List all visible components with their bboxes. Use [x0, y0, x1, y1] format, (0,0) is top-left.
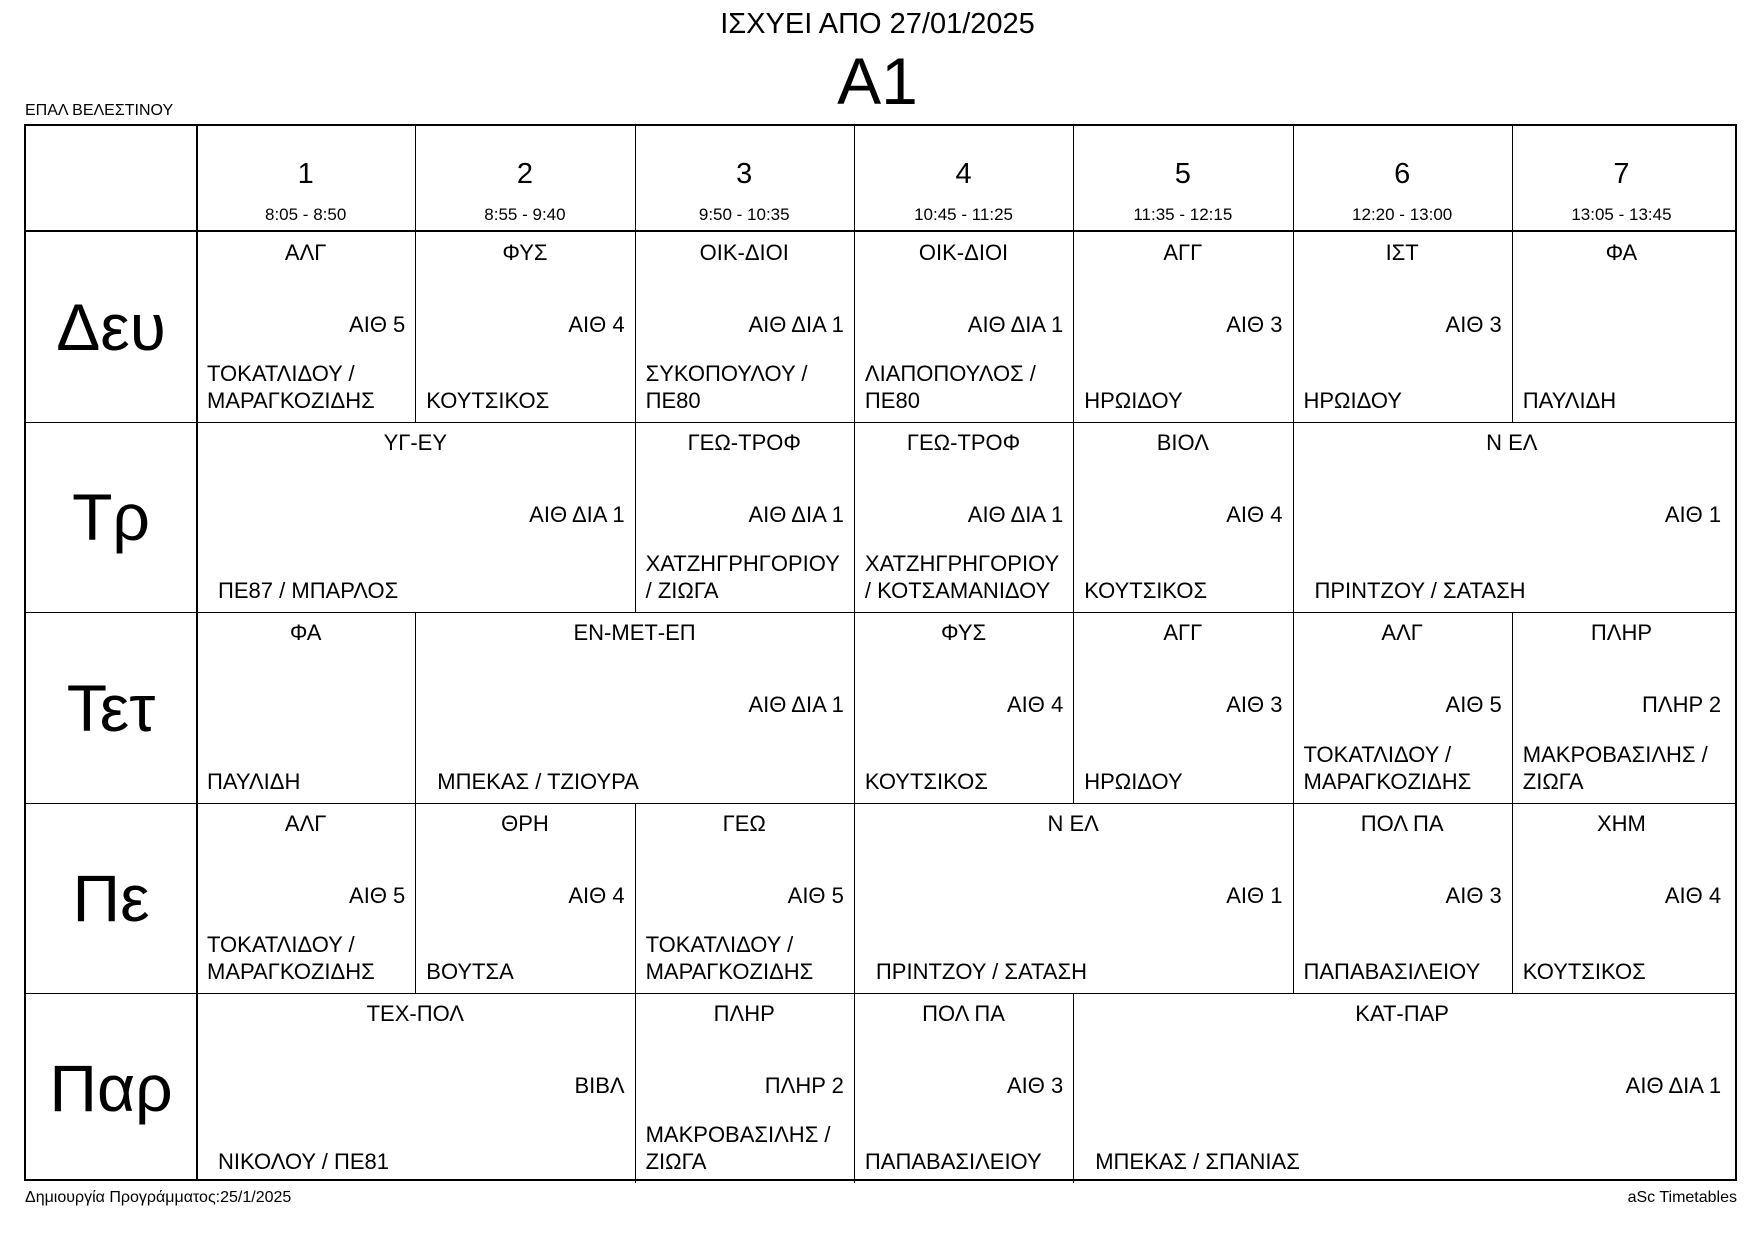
- lesson-teacher: ΚΟΥΤΣΙΚΟΣ: [426, 388, 550, 414]
- class-name-title: Α1: [837, 44, 918, 118]
- day-label: Τρ: [72, 480, 150, 555]
- lesson-subject: ΚΑΤ-ΠΑΡ: [1355, 1000, 1449, 1026]
- lesson-teacher: ΤΟΚΑΤΛΙΔΟΥ / ΜΑΡΑΓΚΟΖΙΔΗΣ: [207, 361, 375, 414]
- lesson-subject: ΟΙΚ-ΔΙΟΙ: [918, 240, 1009, 265]
- lesson-cell[interactable]: [854, 803, 1293, 993]
- period-number: 5: [1174, 158, 1191, 190]
- lesson-room: ΑΙΘ 3: [1445, 882, 1502, 908]
- lesson-teacher: ΠΑΥΛΙΔΗ: [207, 768, 301, 794]
- period-divider: [1073, 126, 1074, 230]
- period-header: [635, 126, 854, 230]
- lesson-room: ΑΙΘ 5: [349, 882, 406, 908]
- lesson-room: ΑΙΘ ΔΙΑ 1: [1625, 1072, 1722, 1098]
- period-header: [854, 126, 1073, 230]
- lesson-teacher: ΜΑΚΡΟΒΑΣΙΛΗΣ / ΖΙΩΓΑ: [645, 1121, 831, 1174]
- lesson-subject: ΑΓΓ: [1163, 240, 1203, 265]
- lesson-cell[interactable]: [1293, 612, 1512, 802]
- period-divider: [635, 126, 636, 230]
- lesson-cell[interactable]: [1512, 803, 1731, 993]
- lesson-subject: ΒΙΟΛ: [1156, 430, 1209, 456]
- lesson-cell[interactable]: [1073, 612, 1292, 802]
- lesson-room: ΑΙΘ 5: [349, 312, 406, 337]
- period-header: [1293, 126, 1512, 230]
- lesson-teacher: ΣΥΚΟΠΟΥΛΟΥ / ΠΕ80: [645, 361, 808, 414]
- lesson-subject: Ν ΕΛ: [1486, 430, 1538, 456]
- lesson-room: ΑΙΘ ΔΙΑ 1: [748, 692, 844, 718]
- lesson-subject: ΧΗΜ: [1597, 810, 1646, 836]
- lesson-teacher: ΚΟΥΤΣΙΚΟΣ: [1084, 578, 1208, 604]
- lesson-teacher: ΠΡΙΝΤΖΟΥ / ΣΑΤΑΣΗ: [1314, 578, 1526, 604]
- period-number: 3: [736, 158, 753, 190]
- lesson-room: ΑΙΘ 1: [1664, 502, 1722, 528]
- lesson-teacher: ΠΑΥΛΙΔΗ: [1522, 388, 1617, 414]
- lesson-subject: ΠΛΗΡ: [1590, 620, 1653, 646]
- lesson-subject: ΦΑ: [289, 620, 322, 646]
- lesson-cell[interactable]: [196, 422, 635, 612]
- lesson-teacher: ΠΑΠΑΒΑΣΙΛΕΙΟΥ: [1303, 958, 1481, 984]
- lesson-cell[interactable]: [196, 612, 415, 802]
- lesson-teacher: ΝΙΚΟΛΟΥ / ΠΕ81: [218, 1148, 389, 1174]
- day-label: Παρ: [49, 1050, 173, 1125]
- day-label: Δευ: [56, 290, 166, 365]
- lesson-subject: ΑΛΓ: [284, 240, 327, 265]
- lesson-cell[interactable]: [1293, 232, 1512, 422]
- lesson-room: ΑΙΘ 4: [568, 312, 625, 337]
- period-time: 9:50 - 10:35: [698, 205, 790, 224]
- lesson-subject: ΓΕΩ: [722, 810, 766, 836]
- lesson-subject: ΦΑ: [1605, 240, 1638, 265]
- lesson-subject: ΙΣΤ: [1385, 240, 1419, 265]
- lesson-teacher: ΛΙΑΠΟΠΟΥΛΟΣ / ΠΕ80: [864, 361, 1036, 414]
- lesson-subject: ΤΕΧ-ΠΟΛ: [366, 1000, 464, 1026]
- lesson-subject: ΠΛΗΡ: [713, 1000, 775, 1026]
- lesson-teacher: ΜΠΕΚΑΣ / ΤΖΙΟΥΡΑ: [437, 768, 639, 794]
- period-divider: [1293, 126, 1294, 230]
- lesson-cell[interactable]: [196, 232, 415, 422]
- lesson-room: ΑΙΘ 4: [1664, 882, 1722, 908]
- lesson-cell[interactable]: [1512, 612, 1731, 802]
- lesson-cell[interactable]: [196, 993, 635, 1183]
- lesson-cell[interactable]: [196, 803, 415, 993]
- lesson-teacher: ΤΟΚΑΤΛΙΔΟΥ / ΜΑΡΑΓΚΟΖΙΔΗΣ: [207, 931, 375, 984]
- period-time: 13:05 - 13:45: [1571, 205, 1672, 224]
- lesson-subject: ΟΙΚ-ΔΙΟΙ: [699, 240, 789, 265]
- period-header: [1512, 126, 1731, 230]
- period-divider: [854, 126, 855, 230]
- period-header: [1073, 126, 1292, 230]
- lesson-room: ΑΙΘ 3: [1445, 312, 1502, 337]
- lesson-room: ΒΙΒΛ: [574, 1072, 625, 1098]
- lesson-cell[interactable]: [1512, 232, 1731, 422]
- lesson-cell[interactable]: [1073, 232, 1292, 422]
- lesson-cell[interactable]: [1293, 422, 1732, 612]
- period-divider: [415, 126, 416, 230]
- day-label: Πε: [72, 860, 150, 935]
- lesson-room: ΑΙΘ ΔΙΑ 1: [748, 312, 844, 337]
- lesson-room: ΑΙΘ 4: [568, 882, 625, 908]
- lesson-teacher: ΜΑΚΡΟΒΑΣΙΛΗΣ / ΖΙΩΓΑ: [1522, 741, 1708, 794]
- lesson-room: ΑΙΘ ΔΙΑ 1: [748, 502, 844, 528]
- period-number: 7: [1613, 158, 1630, 190]
- day-label: Τετ: [66, 670, 156, 745]
- lesson-teacher: ΤΟΚΑΤΛΙΔΟΥ / ΜΑΡΑΓΚΟΖΙΔΗΣ: [645, 931, 814, 984]
- lesson-room: ΑΙΘ ΔΙΑ 1: [967, 502, 1064, 528]
- period-number: 6: [1394, 158, 1411, 190]
- lesson-subject: ΕΝ-ΜΕΤ-ΕΠ: [573, 620, 696, 646]
- period-number: 2: [516, 158, 534, 190]
- lesson-teacher: ΜΠΕΚΑΣ / ΣΠΑΝΙΑΣ: [1095, 1148, 1300, 1174]
- lesson-subject: ΠΟΛ ΠΑ: [1360, 810, 1444, 836]
- lesson-teacher: ΗΡΩΙΔΟΥ: [1303, 388, 1402, 414]
- period-time: 8:55 - 9:40: [484, 205, 566, 224]
- brand-credit: aSc Timetables: [1627, 1189, 1737, 1206]
- created-date: Δημιουργία Προγράμματος:25/1/2025: [25, 1189, 292, 1206]
- lesson-subject: ΠΟΛ ΠΑ: [922, 1000, 1005, 1026]
- lesson-subject: ΦΥΣ: [940, 620, 987, 646]
- lesson-cell[interactable]: [1073, 993, 1731, 1183]
- period-time: 12:20 - 13:00: [1352, 205, 1453, 224]
- lesson-cell[interactable]: [1073, 422, 1292, 612]
- lesson-room: ΑΙΘ ΔΙΑ 1: [967, 312, 1064, 337]
- lesson-cell[interactable]: [415, 232, 634, 422]
- lesson-cell[interactable]: [415, 803, 634, 993]
- period-number: 4: [955, 158, 972, 190]
- lesson-subject: ΑΛΓ: [1381, 620, 1423, 646]
- lesson-teacher: ΠΡΙΝΤΖΟΥ / ΣΑΤΑΣΗ: [875, 958, 1087, 984]
- lesson-subject: ΑΓΓ: [1163, 620, 1203, 646]
- lesson-cell[interactable]: [635, 232, 854, 422]
- lesson-cell[interactable]: [635, 993, 854, 1183]
- valid-from-title: ΙΣΧΥΕΙ ΑΠΟ 27/01/2025: [720, 8, 1035, 40]
- lesson-cell[interactable]: [854, 232, 1073, 422]
- period-time: 8:05 - 8:50: [265, 205, 347, 224]
- lesson-cell[interactable]: [1293, 803, 1512, 993]
- lesson-teacher: ΗΡΩΙΔΟΥ: [1084, 388, 1183, 414]
- lesson-teacher: ΧΑΤΖΗΓΡΗΓΟΡΙΟΥ / ΚΟΤΣΑΜΑΝΙΔΟΥ: [864, 551, 1059, 604]
- period-time: 11:35 - 12:15: [1133, 205, 1233, 224]
- lesson-subject: Ν ΕΛ: [1047, 810, 1099, 836]
- lesson-cell[interactable]: [854, 422, 1073, 612]
- lesson-teacher: ΚΟΥΤΣΙΚΟΣ: [864, 768, 988, 794]
- lesson-teacher: ΠΕ87 / ΜΠΑΡΛΟΣ: [218, 578, 399, 604]
- lesson-teacher: ΒΟΥΤΣΑ: [426, 958, 514, 984]
- lesson-cell[interactable]: [635, 803, 854, 993]
- lesson-subject: ΑΛΓ: [284, 810, 327, 836]
- lesson-teacher: ΗΡΩΙΔΟΥ: [1084, 768, 1183, 794]
- lesson-teacher: ΚΟΥΤΣΙΚΟΣ: [1522, 958, 1646, 984]
- lesson-room: ΑΙΘ 1: [1226, 882, 1283, 908]
- lesson-teacher: ΠΑΠΑΒΑΣΙΛΕΙΟΥ: [864, 1148, 1042, 1174]
- lesson-subject: ΘΡΗ: [501, 810, 549, 836]
- period-divider: [1512, 126, 1513, 230]
- lesson-room: ΑΙΘ ΔΙΑ 1: [529, 502, 625, 528]
- lesson-cell[interactable]: [415, 612, 854, 802]
- lesson-subject: ΓΕΩ-ΤΡΟΦ: [906, 430, 1021, 456]
- lesson-subject: ΓΕΩ-ΤΡΟΦ: [687, 430, 801, 456]
- lesson-room: ΠΛΗΡ 2: [1641, 692, 1722, 718]
- lesson-room: ΑΙΘ 3: [1006, 1072, 1064, 1098]
- lesson-cell[interactable]: [854, 993, 1073, 1183]
- lesson-room: ΑΙΘ 5: [787, 882, 844, 908]
- lesson-room: ΑΙΘ 4: [1006, 692, 1064, 718]
- period-number: 1: [297, 158, 314, 190]
- school-name: ΕΠΑΛ ΒΕΛΕΣΤΙΝΟΥ: [25, 102, 174, 119]
- lesson-teacher: ΤΟΚΑΤΛΙΔΟΥ / ΜΑΡΑΓΚΟΖΙΔΗΣ: [1303, 741, 1472, 794]
- period-header: [415, 126, 634, 230]
- lesson-cell[interactable]: [635, 422, 854, 612]
- lesson-room: ΠΛΗΡ 2: [764, 1072, 844, 1098]
- period-header: [196, 126, 415, 230]
- lesson-teacher: ΧΑΤΖΗΓΡΗΓΟΡΙΟΥ / ΖΙΩΓΑ: [645, 551, 840, 604]
- lesson-subject: ΦΥΣ: [502, 240, 548, 265]
- timetable-grid: [24, 124, 1737, 1181]
- lesson-room: ΑΙΘ 4: [1226, 502, 1283, 528]
- lesson-room: ΑΙΘ 3: [1226, 692, 1283, 718]
- period-time: 10:45 - 11:25: [914, 205, 1013, 224]
- lesson-room: ΑΙΘ 5: [1445, 692, 1502, 718]
- lesson-cell[interactable]: [854, 612, 1073, 802]
- lesson-subject: ΥΓ-ΕΥ: [383, 430, 448, 456]
- lesson-room: ΑΙΘ 3: [1226, 312, 1283, 337]
